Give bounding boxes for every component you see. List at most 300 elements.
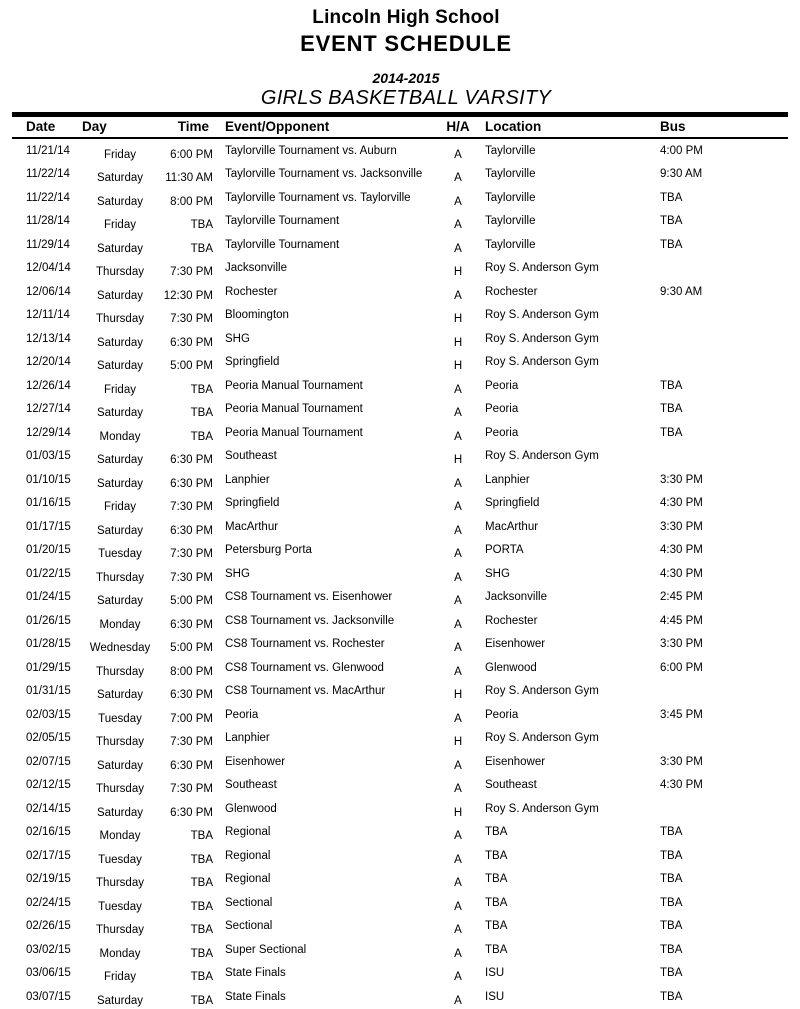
team-name: GIRLS BASKETBALL VARSITY [260, 87, 552, 109]
cell-bus-text: 3:30 PM [660, 638, 703, 651]
cell-event [218, 727, 440, 751]
cell-loc-text: MacArthur [485, 520, 539, 533]
cell-ha-text: H [453, 806, 463, 819]
cell-event [218, 492, 440, 516]
cell-ha [440, 962, 476, 986]
cell-bus-text: 4:30 PM [660, 544, 703, 557]
cell-event [218, 962, 440, 986]
cell-ha [440, 351, 476, 375]
cell-bus-text: 6:00 PM [660, 661, 703, 674]
cell-day-text: Monday [99, 947, 141, 960]
cell-date [12, 703, 80, 727]
cell-bus [650, 304, 788, 328]
cell-loc-text: Roy S. Anderson Gym [485, 450, 599, 463]
cell-day [80, 445, 160, 469]
table-row [12, 304, 788, 328]
cell-day-text: Monday [99, 830, 141, 843]
cell-event-text: Eisenhower [225, 755, 286, 768]
cell-loc [476, 938, 650, 962]
cell-ha-text: H [453, 313, 463, 326]
cell-day [80, 280, 160, 304]
cell-date [12, 562, 80, 586]
table-row [12, 844, 788, 868]
cell-date [12, 609, 80, 633]
cell-time-text: 6:30 PM [170, 618, 213, 631]
cell-event [218, 398, 440, 422]
cell-day [80, 774, 160, 798]
table-row [12, 257, 788, 281]
cell-event [218, 468, 440, 492]
cell-event [218, 351, 440, 375]
cell-time-text: TBA [190, 900, 213, 913]
cell-bus [650, 280, 788, 304]
cell-ha [440, 210, 476, 234]
cell-event-text: CS8 Tournament vs. Glenwood [225, 661, 384, 674]
cell-day-text: Monday [99, 430, 141, 443]
cell-bus [650, 656, 788, 680]
cell-ha [440, 492, 476, 516]
cell-loc-text: ISU [485, 990, 505, 1003]
cell-date-text: 01/10/15 [26, 473, 71, 486]
cell-day-text: Saturday [96, 595, 144, 608]
cell-ha [440, 327, 476, 351]
table-row [12, 138, 788, 163]
cell-ha-text: H [453, 336, 463, 349]
cell-loc [476, 351, 650, 375]
cell-ha-text: A [454, 900, 462, 913]
cell-day [80, 210, 160, 234]
cell-bus [650, 868, 788, 892]
cell-bus-text: 9:30 AM [660, 168, 703, 181]
cell-day [80, 304, 160, 328]
cell-day [80, 727, 160, 751]
cell-event [218, 656, 440, 680]
cell-time-text: TBA [190, 947, 213, 960]
cell-event [218, 633, 440, 657]
cell-day [80, 868, 160, 892]
cell-date [12, 421, 80, 445]
cell-day [80, 233, 160, 257]
cell-time [160, 327, 218, 351]
cell-time [160, 703, 218, 727]
cell-bus [650, 938, 788, 962]
cell-loc-text: Rochester [485, 285, 538, 298]
cell-date-text: 11/28/14 [26, 215, 70, 228]
cell-loc-text: Taylorville [485, 215, 536, 228]
cell-loc-text: Peoria [485, 426, 519, 439]
cell-ha-text: A [454, 971, 462, 984]
cell-day-text: Saturday [96, 407, 144, 420]
column-header-date: Date [12, 115, 80, 139]
season-label: 2014-2015 [372, 70, 440, 86]
cell-day [80, 938, 160, 962]
cell-day [80, 891, 160, 915]
cell-time-text: 5:00 PM [170, 360, 213, 373]
cell-ha-text: A [454, 383, 462, 396]
cell-bus [650, 233, 788, 257]
table-row [12, 609, 788, 633]
table-row [12, 891, 788, 915]
cell-bus-text: TBA [660, 403, 683, 416]
cell-day [80, 703, 160, 727]
cell-bus [650, 891, 788, 915]
cell-loc [476, 492, 650, 516]
cell-ha-text: A [454, 548, 462, 561]
cell-time-text: TBA [190, 242, 213, 255]
cell-loc-text: SHG [485, 567, 510, 580]
cell-date [12, 797, 80, 821]
cell-event-text: SHG [225, 332, 250, 345]
cell-bus [650, 821, 788, 845]
cell-bus [650, 915, 788, 939]
cell-date [12, 868, 80, 892]
cell-date [12, 280, 80, 304]
cell-ha [440, 421, 476, 445]
cell-date-text: 02/17/15 [26, 849, 71, 862]
cell-day-text: Saturday [96, 454, 144, 467]
cell-event-text: Springfield [225, 356, 280, 369]
cell-event-text: Peoria [225, 708, 259, 721]
cell-date-text: 02/03/15 [26, 708, 71, 721]
cell-loc-text: PORTA [485, 544, 524, 557]
cell-date-text: 01/17/15 [26, 520, 71, 533]
cell-loc [476, 138, 650, 163]
cell-date-text: 02/19/15 [26, 873, 71, 886]
cell-time-text: TBA [190, 407, 213, 420]
cell-ha-text: A [454, 148, 462, 161]
cell-ha [440, 938, 476, 962]
cell-ha-text: A [454, 289, 462, 302]
cell-time-text: 8:00 PM [170, 195, 213, 208]
cell-date [12, 233, 80, 257]
cell-date-text: 01/29/15 [26, 661, 71, 674]
cell-loc-text: TBA [485, 896, 508, 909]
cell-day-text: Saturday [96, 759, 144, 772]
cell-time-text: 7:30 PM [170, 571, 213, 584]
cell-date [12, 186, 80, 210]
cell-event-text: Super Sectional [225, 943, 307, 956]
cell-ha [440, 280, 476, 304]
cell-loc-text: Rochester [485, 614, 538, 627]
cell-event [218, 280, 440, 304]
cell-ha [440, 633, 476, 657]
table-row [12, 327, 788, 351]
cell-day-text: Tuesday [98, 900, 142, 913]
column-header-bus: Bus [650, 115, 788, 139]
table-row [12, 774, 788, 798]
cell-bus-text: 3:30 PM [660, 473, 703, 486]
cell-event [218, 515, 440, 539]
cell-event-text: Taylorville Tournament vs. Auburn [225, 144, 397, 157]
table-row [12, 797, 788, 821]
cell-ha-text: H [453, 360, 463, 373]
cell-event [218, 327, 440, 351]
cell-ha-text: A [454, 712, 462, 725]
cell-event [218, 210, 440, 234]
cell-ha-text: A [454, 759, 462, 772]
cell-time [160, 468, 218, 492]
cell-loc [476, 868, 650, 892]
cell-event-text: Peoria Manual Tournament [225, 379, 363, 392]
cell-day-text: Saturday [96, 524, 144, 537]
cell-event-text: Regional [225, 873, 271, 886]
cell-event-text: Taylorville Tournament [225, 215, 340, 228]
cell-ha-text: A [454, 618, 462, 631]
cell-time-text: 7:30 PM [170, 548, 213, 561]
cell-date-text: 01/03/15 [26, 450, 71, 463]
cell-loc [476, 680, 650, 704]
cell-loc-text: Eisenhower [485, 638, 546, 651]
cell-time [160, 633, 218, 657]
cell-ha [440, 539, 476, 563]
cell-ha [440, 656, 476, 680]
cell-ha-text: H [453, 736, 463, 749]
cell-date [12, 891, 80, 915]
cell-bus [650, 374, 788, 398]
cell-date [12, 445, 80, 469]
cell-event [218, 445, 440, 469]
cell-date-text: 02/16/15 [26, 826, 71, 839]
cell-day [80, 844, 160, 868]
cell-event [218, 868, 440, 892]
table-row [12, 656, 788, 680]
cell-day-text: Friday [104, 219, 136, 232]
cell-day-text: Thursday [96, 313, 144, 326]
cell-day [80, 186, 160, 210]
schedule-table-body [12, 138, 788, 1009]
cell-time-text: 7:30 PM [170, 266, 213, 279]
cell-loc [476, 515, 650, 539]
cell-event [218, 609, 440, 633]
cell-time [160, 915, 218, 939]
cell-ha-text: A [454, 642, 462, 655]
cell-day [80, 985, 160, 1009]
cell-time [160, 562, 218, 586]
cell-event-text: Rochester [225, 285, 278, 298]
cell-time [160, 868, 218, 892]
cell-loc-text: Glenwood [485, 661, 537, 674]
cell-day-text: Thursday [96, 266, 144, 279]
cell-time [160, 539, 218, 563]
cell-day [80, 163, 160, 187]
cell-date [12, 985, 80, 1009]
cell-bus [650, 774, 788, 798]
cell-day-text: Friday [104, 501, 136, 514]
cell-loc-text: Roy S. Anderson Gym [485, 332, 599, 345]
cell-time-text: 6:30 PM [170, 336, 213, 349]
table-row [12, 233, 788, 257]
cell-ha [440, 562, 476, 586]
cell-event [218, 750, 440, 774]
cell-time-text: 6:30 PM [170, 806, 213, 819]
cell-bus-text: 3:30 PM [660, 755, 703, 768]
table-row [12, 515, 788, 539]
cell-event [218, 844, 440, 868]
cell-event [218, 186, 440, 210]
cell-ha-text: H [453, 454, 463, 467]
cell-time [160, 210, 218, 234]
cell-loc-text: Roy S. Anderson Gym [485, 262, 599, 275]
cell-loc [476, 727, 650, 751]
cell-time [160, 609, 218, 633]
cell-time-text: 5:00 PM [170, 595, 213, 608]
cell-ha [440, 680, 476, 704]
cell-time-text: TBA [190, 430, 213, 443]
cell-event-text: MacArthur [225, 520, 279, 533]
cell-date-text: 01/28/15 [26, 638, 71, 651]
cell-time [160, 257, 218, 281]
cell-ha-text: A [454, 501, 462, 514]
cell-date-text: 01/16/15 [26, 497, 71, 510]
cell-date [12, 633, 80, 657]
cell-bus [650, 539, 788, 563]
cell-day-text: Saturday [96, 195, 144, 208]
cell-ha-text: A [454, 407, 462, 420]
cell-event-text: Peoria Manual Tournament [225, 403, 363, 416]
cell-day [80, 257, 160, 281]
cell-bus-text: TBA [660, 215, 683, 228]
cell-bus-text: 9:30 AM [660, 285, 703, 298]
cell-ha-text: H [453, 689, 463, 702]
cell-date-text: 12/06/14 [26, 285, 71, 298]
cell-bus-text: TBA [660, 426, 683, 439]
cell-bus-text: 4:45 PM [660, 614, 703, 627]
cell-date-text: 12/11/14 [26, 309, 70, 322]
cell-time-text: TBA [190, 383, 213, 396]
cell-day-text: Friday [104, 383, 136, 396]
table-row [12, 962, 788, 986]
cell-ha [440, 445, 476, 469]
cell-date [12, 257, 80, 281]
cell-date-text: 12/26/14 [26, 379, 71, 392]
cell-day-text: Tuesday [98, 548, 142, 561]
cell-day-text: Monday [99, 618, 141, 631]
cell-time [160, 492, 218, 516]
cell-time [160, 233, 218, 257]
cell-day [80, 750, 160, 774]
cell-bus-text: 4:30 PM [660, 567, 703, 580]
cell-ha-text: A [454, 830, 462, 843]
cell-date-text: 11/22/14 [26, 191, 70, 204]
cell-ha-text: A [454, 172, 462, 185]
cell-loc [476, 186, 650, 210]
cell-time [160, 985, 218, 1009]
cell-loc [476, 633, 650, 657]
cell-day [80, 562, 160, 586]
cell-time-text: 6:30 PM [170, 689, 213, 702]
cell-date-text: 11/21/14 [26, 144, 70, 157]
cell-time-text: TBA [190, 219, 213, 232]
cell-ha [440, 586, 476, 610]
cell-ha-text: A [454, 195, 462, 208]
cell-bus-text: TBA [660, 379, 683, 392]
cell-time [160, 374, 218, 398]
cell-date-text: 01/31/15 [26, 685, 71, 698]
cell-ha [440, 727, 476, 751]
cell-loc [476, 327, 650, 351]
cell-event-text: Southeast [225, 450, 277, 463]
cell-time [160, 656, 218, 680]
cell-day [80, 656, 160, 680]
cell-day-text: Tuesday [98, 712, 142, 725]
column-header-day: Day [80, 115, 160, 139]
cell-loc [476, 821, 650, 845]
cell-bus-text: TBA [660, 967, 683, 980]
schedule-table [12, 112, 788, 1009]
cell-event [218, 163, 440, 187]
cell-loc-text: Roy S. Anderson Gym [485, 732, 599, 745]
cell-event-text: Lanphier [225, 473, 270, 486]
cell-day [80, 821, 160, 845]
column-header-ha: H/A [440, 115, 476, 139]
cell-event [218, 915, 440, 939]
cell-day [80, 138, 160, 163]
cell-bus [650, 586, 788, 610]
cell-bus [650, 257, 788, 281]
cell-date-text: 11/22/14 [26, 168, 70, 181]
cell-event-text: SHG [225, 567, 250, 580]
cell-loc [476, 703, 650, 727]
cell-event-text: Lanphier [225, 732, 270, 745]
cell-event-text: Sectional [225, 896, 273, 909]
cell-ha [440, 257, 476, 281]
cell-loc [476, 962, 650, 986]
cell-event [218, 797, 440, 821]
cell-event-text: State Finals [225, 990, 286, 1003]
column-header-loc: Location [476, 115, 650, 139]
cell-date-text: 02/14/15 [26, 802, 71, 815]
cell-bus-text: 4:30 PM [660, 497, 703, 510]
cell-day [80, 915, 160, 939]
cell-event-text: Bloomington [225, 309, 289, 322]
cell-time [160, 821, 218, 845]
cell-event [218, 304, 440, 328]
cell-day [80, 797, 160, 821]
cell-time [160, 750, 218, 774]
cell-loc-text: Taylorville [485, 238, 536, 251]
cell-date-text: 02/07/15 [26, 755, 71, 768]
cell-date-text: 12/13/14 [26, 332, 71, 345]
cell-event-text: Regional [225, 826, 271, 839]
cell-time-text: TBA [190, 830, 213, 843]
cell-date [12, 586, 80, 610]
cell-date [12, 351, 80, 375]
cell-bus-text: TBA [660, 920, 683, 933]
cell-loc [476, 562, 650, 586]
cell-event [218, 138, 440, 163]
cell-event [218, 985, 440, 1009]
cell-day-text: Thursday [96, 736, 144, 749]
table-row [12, 186, 788, 210]
cell-time-text: 7:00 PM [170, 712, 213, 725]
cell-day-text: Thursday [96, 783, 144, 796]
cell-loc-text: Taylorville [485, 144, 536, 157]
cell-bus-text: TBA [660, 943, 683, 956]
cell-loc [476, 468, 650, 492]
table-row [12, 374, 788, 398]
cell-date [12, 938, 80, 962]
cell-time-text: 7:30 PM [170, 313, 213, 326]
cell-bus [650, 468, 788, 492]
cell-bus [650, 750, 788, 774]
cell-bus [650, 421, 788, 445]
cell-event [218, 703, 440, 727]
cell-bus [650, 515, 788, 539]
cell-date-text: 01/26/15 [26, 614, 71, 627]
cell-event [218, 233, 440, 257]
cell-time-text: 11:30 AM [165, 172, 213, 185]
cell-date [12, 539, 80, 563]
